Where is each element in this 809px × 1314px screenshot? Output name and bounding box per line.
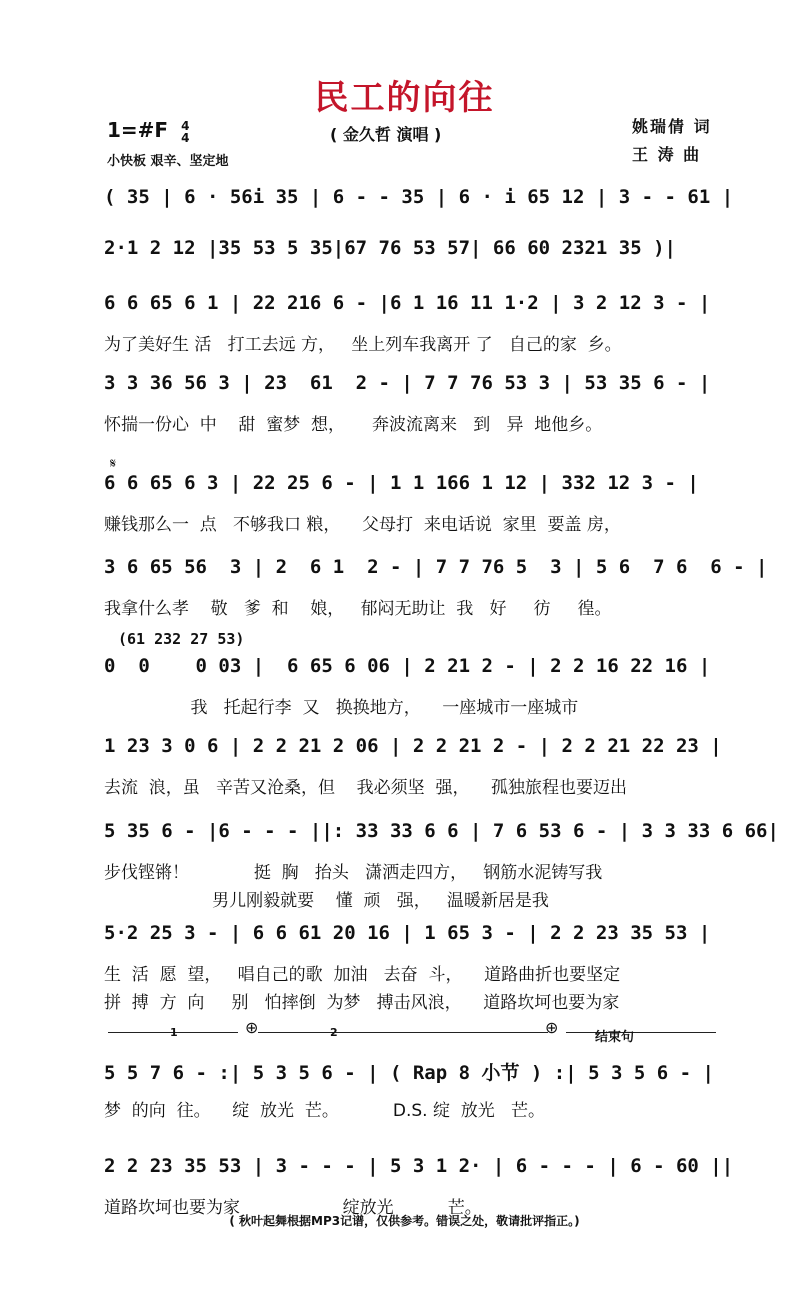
volta-line-2: [258, 1032, 548, 1033]
lyric-line: 梦 的向 往。 绽 放光 芒。 D.S. 绽 放光 芒。: [104, 1101, 545, 1121]
lyric-line: 生 活 愿 望， 唱自己的歌 加油 去奋 斗， 道路曲折也要坚定: [104, 965, 621, 985]
lyricist-credit: 姚瑞倩 词: [632, 117, 712, 136]
notation-line: ( 35 | 6 · 56i 35 | 6 - - 35 | 6 · i 65 12 | 3 - - 61 |: [104, 186, 734, 208]
notation-line: 5 35 6 - |6 - - - ||: 33 33 6 6 | 7 6 53 6 - | 3 3 33 6 66|: [104, 820, 779, 842]
notation-line: 6 6 65 6 1 | 22 216 6 - |6 1 16 11 1·2 | 3 2 12 3 - |: [104, 292, 711, 314]
tempo-marking: 小快板 艰辛、坚定地: [107, 154, 229, 169]
coda-sign-1: ⊕: [245, 1018, 259, 1037]
notation-line: 1 23 3 0 6 | 2 2 21 2 06 | 2 2 21 2 - | 2 2 21 22 23 |: [104, 735, 722, 757]
notation-line: 0 0 0 03 | 6 65 6 06 | 2 21 2 - | 2 2 16 22 16 |: [104, 655, 711, 677]
volta-line-end: [566, 1032, 716, 1033]
notation-line: 5 5 7 6 - :| 5 3 5 6 - | ( Rap 8 小节 ) :| 5 3 5 6 - |: [104, 1062, 714, 1084]
lyric-line: 我拿什么孝 敬 爹 和 娘， 郁闷无助让 我 好 彷 徨。: [104, 599, 612, 619]
lyric-line: 道路坎坷也要为家 绽放光 芒。: [104, 1198, 482, 1218]
notation-line: 5·2 25 3 - | 6 6 61 20 16 | 1 65 3 - | 2 2 23 35 53 |: [104, 922, 711, 944]
page-title: 民工的向往: [314, 78, 495, 118]
lyric-line: 怀揣一份心 中 甜 蜜梦 想， 奔波流离来 到 异 地他乡。: [104, 415, 603, 435]
key-signature: [107, 118, 189, 144]
notation-line: 6 6 65 6 3 | 22 25 6 - | 1 1 166 1 12 | 332 12 3 - |: [104, 472, 699, 494]
meter-top: 4: [181, 118, 190, 133]
time-signature: [181, 120, 189, 144]
composer-credit: 王 涛 曲: [632, 145, 702, 164]
lyric-line: 赚钱那么一 点 不够我口 粮， 父母打 来电话说 家里 要盖 房，: [104, 515, 621, 535]
lyric-line: 步伐铿锵！ 挺 胸 抬头 潇洒走四方， 钢筋水泥铸写我: [104, 863, 603, 883]
lyric-line: 拼 搏 方 向 别 怕摔倒 为梦 搏击风浪， 道路坎坷也要为家: [104, 993, 620, 1013]
key-label: 1=#F: [107, 118, 169, 142]
notation-line: 3 6 65 56 3 | 2 6 1 2 - | 7 7 76 5 3 | 5 6 7 6 6 - |: [104, 556, 768, 578]
coda-sign-2: ⊕: [545, 1018, 559, 1037]
lyric-line: 为了美好生 活 打工去远 方， 坐上列车我离开 了 自己的家 乡。: [104, 335, 622, 355]
lyric-line: 男儿刚毅就要 懂 顽 强， 温暖新居是我: [104, 891, 549, 911]
singer-credit: ( 金久哲 演唱 ): [330, 125, 442, 144]
lyric-line: 我 托起行李 又 换换地方， 一座城市一座城市: [104, 698, 579, 718]
lyric-line: 去流 浪，虽 辛苦又沧桑，但 我必须坚 强， 孤独旅程也要迈出: [104, 778, 628, 798]
notation-line: 2 2 23 35 53 | 3 - - - | 5 3 1 2· | 6 - - - | 6 - 60 ||: [104, 1155, 734, 1177]
volta-second-label: 2: [330, 1026, 338, 1039]
notation-line: 2·1 2 12 |35 53 5 35|67 76 53 57| 66 60 2321 35 )|: [104, 237, 676, 259]
notation-line: 3 3 36 56 3 | 23 61 2 - | 7 7 76 53 3 | 53 35 6 - |: [104, 372, 711, 394]
prelude-small-notes: (61 232 27 53): [118, 630, 245, 648]
volta-end-label: 结束句: [595, 1030, 635, 1045]
footer-note: ( 秋叶起舞根据MP3记谱，仅供参考。错误之处，敬请批评指正。): [229, 1214, 580, 1228]
meter-bottom: 4: [181, 130, 190, 145]
volta-first-label: 1: [170, 1026, 178, 1039]
segno-sign: 𝄋: [110, 456, 117, 472]
